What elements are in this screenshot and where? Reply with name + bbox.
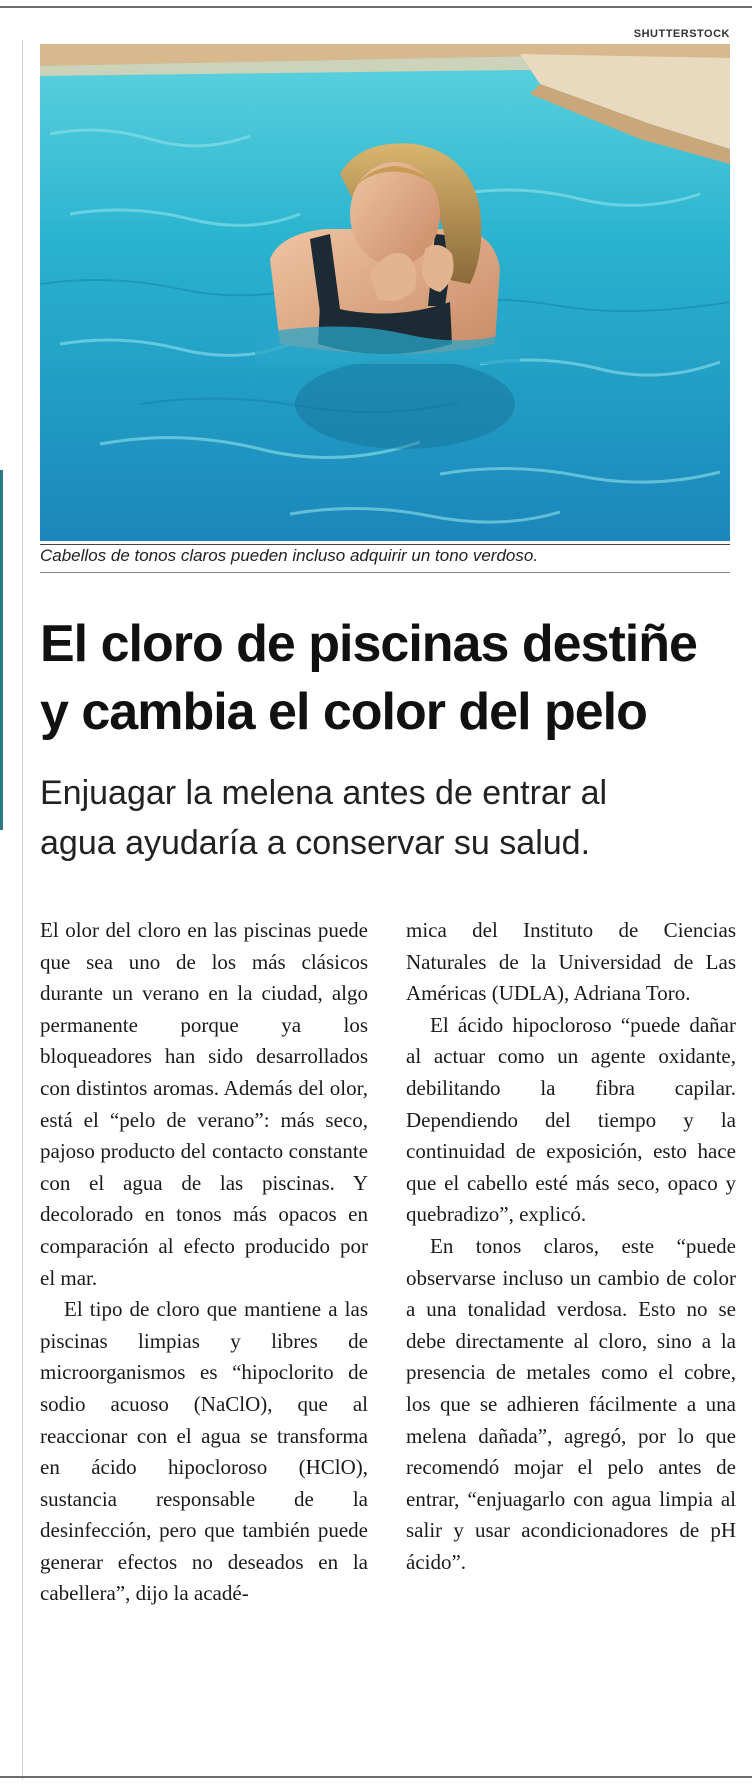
paragraph: El olor del cloro en las piscinas puede que sea uno de los más clásicos durante un verano en la ciudad, algo permanente porque ya los bloqueadores han sido desarrollados con distintos aromas. Además del olor, está el “pelo de verano”: más seco, pajoso producto del contacto constante con el agua de las piscinas. Y decolorado en tonos más opacos en comparación al efecto producido por el mar.	[40, 918, 368, 1290]
pool-photo	[40, 44, 730, 541]
paragraph: El ácido hipocloroso “puede dañar al actuar como un agente oxidante, debilitando la fibra capilar. Dependiendo del tiempo y la continuidad de exposición, esto hace que el cabello esté más seco, opaco y quebradizo”, explicó.	[406, 1012, 736, 1227]
photo-credit: SHUTTERSTOCK	[633, 28, 730, 40]
paragraph: El tipo de cloro que mantiene a las piscinas limpias y libres de microorganismos es “hipoclorito de sodio acuoso (NaClO), que al reaccionar con el agua se transforma en ácido hipocloroso (HClO), sustancia responsable de la desinfección, pero que también puede generar efectos no deseados en la cabellera”, dijo la acadé-	[40, 1297, 368, 1606]
caption-bottom-rule	[40, 572, 730, 573]
subheadline	[40, 768, 740, 868]
bottom-rule	[0, 1776, 752, 1778]
headline-line-2: y cambia el color del pelo	[40, 683, 647, 741]
gutter-rule	[22, 40, 23, 1780]
caption-top-rule	[40, 544, 730, 545]
photo-caption: Cabellos de tonos claros pueden incluso adquirir un tono verdoso.	[40, 546, 539, 565]
adjacent-column-edge	[0, 470, 3, 830]
pool-photo-illustration	[40, 44, 730, 541]
article-column-2	[406, 915, 736, 1578]
headline	[40, 610, 740, 746]
top-rule	[0, 6, 752, 8]
subheadline-line-2: agua ayudaría a conservar su salud.	[40, 824, 591, 862]
paragraph: mica del Instituto de Ciencias Naturales de la Universidad de Las Américas (UDLA), Adriana Toro.	[406, 918, 736, 1006]
subheadline-line-1: Enjuagar la melena antes de entrar al	[40, 774, 608, 812]
headline-line-1: El cloro de piscinas destiñe	[40, 615, 697, 673]
article-column-1	[40, 915, 368, 1610]
paragraph: En tonos claros, este “puede observarse incluso un cambio de color a una tonalidad verdosa. Esto no se debe directamente al cloro, sino a la presencia de metales como el cobre, los que se adhieren fácilmente a una melena dañada”, agregó, por lo que recomendó mojar el pelo antes de entrar, “enjuagarlo con agua limpia al salir y usar acondicionadores de pH ácido”.	[406, 1233, 736, 1574]
